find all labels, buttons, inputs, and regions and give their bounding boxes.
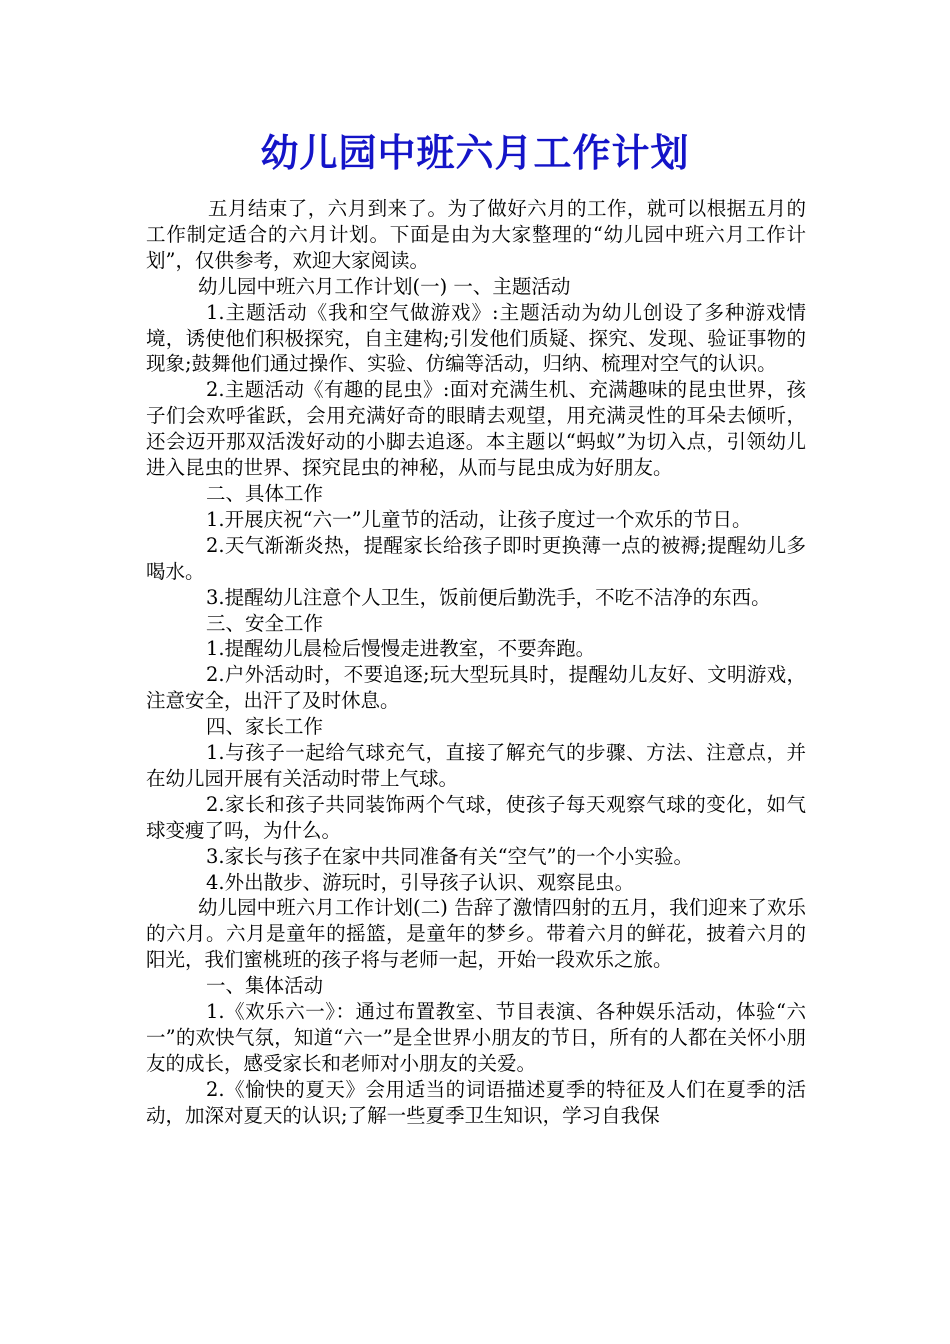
- paragraph: 一、集体活动: [206, 974, 324, 998]
- paragraph: 1.《欢乐六一》：通过布置教室、节目表演、各种娱乐活动，体验“六一”的欢快气氛，知道“六一”是全世界小朋友的节日，所有的人都在关怀小朋友的成长，感受家长和老师对小朋友的关爱。: [146, 1000, 806, 1075]
- paragraph: 3.家长与孩子在家中共同准备有关“空气”的一个小实验。: [206, 844, 694, 868]
- document-body: [146, 196, 806, 1129]
- paragraph: 2.主题活动《有趣的昆虫》:面对充满生机、充满趣味的昆虫世界，孩子们会欢呼雀跃，会用充满好奇的眼睛去观望，用充满灵性的耳朵去倾听，还会迈开那双活泼好动的小脚去追逐。本主题以“蚂蚁”为切入点，引领幼儿进入昆虫的世界、探究昆虫的神秘，从而与昆虫成为好朋友。: [146, 378, 806, 480]
- paragraph: 2.天气渐渐炎热，提醒家长给孩子即时更换薄一点的被褥;提醒幼儿多喝水。: [146, 533, 806, 583]
- paragraph: 1.与孩子一起给气球充气，直接了解充气的步骤、方法、注意点，并在幼儿园开展有关活动时带上气球。: [146, 741, 806, 790]
- paragraph: 4.外出散步、游玩时，引导孩子认识、观察昆虫。: [206, 870, 635, 894]
- paragraph: 四、家长工作: [206, 715, 324, 739]
- paragraph: 1.主题活动《我和空气做游戏》:主题活动为幼儿创设了多种游戏情境，诱使他们积极探究，自主建构;引发他们质疑、探究、发现、验证事物的现象;鼓舞他们通过操作、实验、仿编等活动，归纳、梳理对空气的认识。: [146, 300, 806, 376]
- paragraph: 2.家长和孩子共同装饰两个气球，使孩子每天观察气球的变化，如气球变瘦了吗，为什么。: [146, 792, 806, 842]
- paragraph: 3.提醒幼儿注意个人卫生，饭前便后勤洗手，不吃不洁净的东西。: [206, 585, 771, 609]
- paragraph: 幼儿园中班六月工作计划(一) 一、主题活动: [198, 274, 571, 298]
- paragraph: 2.户外活动时，不要追逐;玩大型玩具时，提醒幼儿友好、文明游戏，注意安全，出汗了及时休息。: [146, 663, 806, 713]
- document-title: 幼儿园中班六月工作计划: [260, 130, 690, 175]
- paragraph: 1.开展庆祝“六一”儿童节的活动，让孩子度过一个欢乐的节日。: [206, 507, 752, 531]
- paragraph: 幼儿园中班六月工作计划(二) 告辞了激情四射的五月，我们迎来了欢乐的六月。六月是童年的摇篮，是童年的梦乡。带着六月的鲜花，披着六月的阳光，我们蜜桃班的孩子将与老师一起，开始一段欢乐之旅。: [146, 896, 806, 972]
- paragraph: 1.提醒幼儿晨检后慢慢走进教室，不要奔跑。: [206, 637, 596, 661]
- paragraph: 二、具体工作: [206, 481, 324, 505]
- paragraph: 三、安全工作: [206, 611, 324, 635]
- paragraph: 2.《愉快的夏天》会用适当的词语描述夏季的特征及人们在夏季的活动，加深对夏天的认识;了解一些夏季卫生知识，学习自我保: [146, 1077, 806, 1127]
- paragraph: 五月结束了，六月到来了。为了做好六月的工作，就可以根据五月的工作制定适合的六月计划。下面是由为大家整理的“幼儿园中班六月工作计划”，仅供参考，欢迎大家阅读。: [146, 197, 806, 272]
